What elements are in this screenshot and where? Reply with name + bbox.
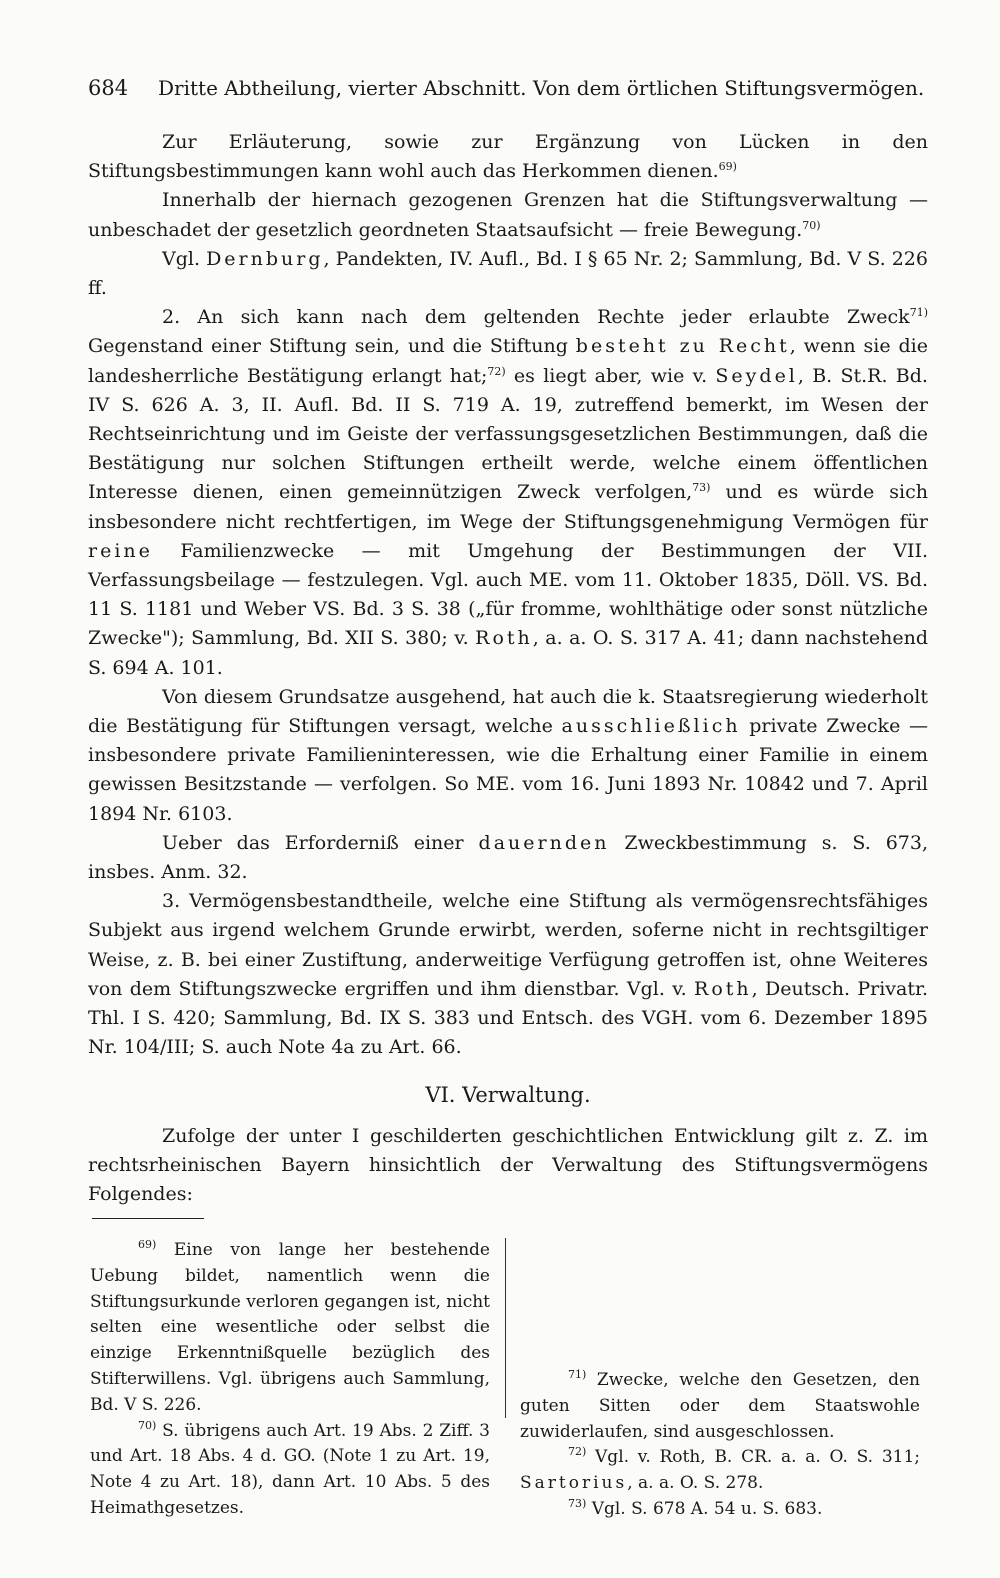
footnote-ref-72[interactable]: 72): [487, 364, 506, 378]
footnote-ref-71[interactable]: 71): [909, 306, 928, 320]
footnote-ref-69[interactable]: 69): [718, 160, 737, 174]
running-header: [88, 76, 928, 100]
paragraph-3: Vgl. Dernburg, Pandekten, IV. Aufl., Bd. I § 65 Nr. 2; Sammlung, Bd. V S. 226 ff.: [88, 247, 928, 300]
main-text: [88, 128, 928, 1209]
page-number: 684: [88, 76, 129, 100]
paragraph-8: Zufolge der unter I geschilderten geschichtlichen Entwicklung gilt z. Z. im rechtsrheinischen Bayern hinsichtlich der Verwaltung des Stiftungsvermögens Folgendes:: [88, 1124, 928, 1206]
footnotes-left-column: [90, 1238, 490, 1522]
footnote-ref-73[interactable]: 73): [692, 481, 711, 495]
footnote-ref-70[interactable]: 70): [802, 218, 821, 232]
paragraph-1: Zur Erläuterung, sowie zur Ergänzung von Lücken in den Stiftungsbestimmungen kann wohl auch das Herkommen dienen.$^{69)}$: [88, 131, 928, 183]
running-title: Dritte Abtheilung, vierter Abschnitt. Von dem örtlichen Stiftungsvermögen.: [158, 76, 925, 100]
footnote-73: $^{73)}$ Vgl. S. 678 A. 54 u. S. 683.: [568, 1496, 823, 1519]
footnote-rule: [92, 1218, 204, 1219]
paragraph-4: 2. An sich kann nach dem geltenden Rechte jeder erlaubte Zweck$^{71)}$ Gegenstand einer Stiftung sein, und die Stiftung besteht zu Recht, wenn sie die landesherrliche Bestätigung erlangt hat;$^{72)}$ es liegt aber, wie v. Seydel, B. St.R. Bd. IV S. 626 A. 3, II. Aufl. Bd. II S. 719 A. 19, zutreffend bemerkt, im Wesen der Rechtseinrichtung und im Geiste der verfassungsgesetzlichen Bestimmungen, daß die Bestätigung nur solchen Stiftungen ertheilt werde, welche einem öffentlichen Interesse dienen, einen gemeinnützigen Zweck verfolgen,$^{73)}$ und es würde sich insbesondere nicht rechtfertigen, im Wege der Stiftungsgenehmigung Vermögen für reine Familienzwecke — mit Umgehung der Bestimmungen der VII. Verfassungsbeilage — festzulegen. Vgl. auch ME. vom 11. Oktober 1835, Döll. VS. Bd. 11 S. 1181 und Weber VS. Bd. 3 S. 38 („für fromme, wohlthätige oder sonst nützliche Zwecke"); Sammlung, Bd. XII S. 380; v. Roth, a. a. O. S. 317 A. 41; dann nachstehend S. 694 A. 101.: [88, 306, 928, 679]
column-divider: [505, 1238, 506, 1418]
paragraph-6: Ueber das Erforderniß einer dauernden Zweckbestimmung s. S. 673, insbes. Anm. 32.: [88, 831, 928, 884]
paragraph-5: Von diesem Grundsatze ausgehend, hat auch die k. Staatsregierung wiederholt die Bestätigung für Stiftungen versagt, welche ausschließlich private Zwecke — insbesondere private Familieninteressen, wie die Erhaltung einer Familie in einem gewissen Besitzstande — verfolgen. So ME. vom 16. Juni 1893 Nr. 10842 und 7. April 1894 Nr. 6103.: [88, 685, 928, 825]
paragraph-2: Innerhalb der hiernach gezogenen Grenzen hat die Stiftungsverwaltung — unbeschadet der gesetzlich geordneten Staatsaufsicht — freie Bewegung.$^{70)}$: [88, 189, 928, 241]
section-heading: VI. Verwaltung.: [425, 1082, 591, 1107]
paragraph-7: 3. Vermögensbestandtheile, welche eine Stiftung als vermögensrechtsfähiges Subjekt aus irgend welchem Grunde erwirbt, werden, soferne nicht in rechtsgiltiger Weise, z. B. bei einer Zustiftung, anderweitige Verfügung getroffen ist, ohne Weiteres von dem Stiftungszwecke ergriffen und ihm dienstbar. Vgl. v. Roth, Deutsch. Privatr. Thl. I S. 420; Sammlung, Bd. IX S. 383 und Entsch. des VGH. vom 6. Dezember 1895 Nr. 104/III; S. auch Note 4a zu Art. 66.: [88, 890, 928, 1059]
footnote-69: $^{69)}$ Eine von lange her bestehende Uebung bildet, namentlich wenn die Stiftungsurkunde verloren gegangen ist, nicht selten eine wesentliche oder selbst die einzige Erkenntnißquelle bezüglich des Stifterwillens. Vgl. übrigens auch Sammlung, Bd. V S. 226.: [90, 1238, 490, 1415]
footnote-70: $^{70)}$ S. übrigens auch Art. 19 Abs. 2 Ziff. 3 und Art. 18 Abs. 4 d. GO. (Note 1 zu Art. 19, Note 4 zu Art. 18), dann Art. 10 Abs. 5 des Heimathgesetzes.: [90, 1418, 490, 1518]
footnote-72: $^{72)}$ Vgl. v. Roth, B. CR. a. a. O. S. 311; Sartorius, a. a. O. S. 278.: [520, 1445, 920, 1494]
footnotes-right-column: [520, 1368, 920, 1523]
footnote-71: $^{71)}$ Zwecke, welche den Gesetzen, den guten Sitten oder dem Staatswohle zuwiderlaufen, sind ausgeschlossen.: [520, 1368, 920, 1442]
